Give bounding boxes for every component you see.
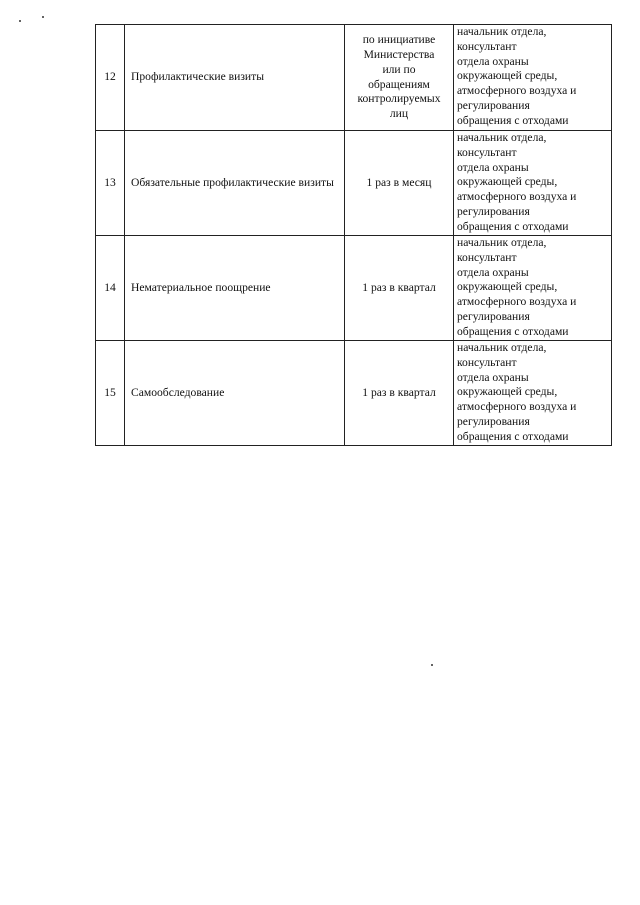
table-row (96, 131, 612, 236)
responsible-line: регулирования (457, 204, 530, 218)
frequency-line: контролируемых (357, 92, 441, 106)
table-row (96, 25, 612, 131)
frequency-line: лиц (389, 107, 409, 121)
responsible-line: начальник отдела, (457, 25, 547, 38)
row-number: 15 (96, 341, 125, 446)
responsible-line: окружающей среды, (457, 385, 558, 399)
responsible-line: окружающей среды, (457, 175, 558, 189)
responsible-line: отдела охраны (457, 370, 529, 384)
responsible-line: отдела охраны (457, 54, 529, 68)
responsible-line: регулирования (457, 98, 530, 112)
responsible-line: отдела охраны (457, 265, 529, 279)
responsible-line: обращения с отходами (457, 429, 569, 443)
responsible-line: регулирования (457, 309, 530, 323)
measure-frequency (345, 341, 454, 446)
measures-table (95, 24, 612, 446)
scan-speck (431, 664, 433, 666)
responsible-line: регулирования (457, 414, 530, 428)
responsible-line: консультант (457, 39, 517, 53)
responsible-line: атмосферного воздуха и (457, 84, 577, 98)
frequency-line: Министерства (363, 47, 435, 61)
table-row (96, 236, 612, 341)
responsible-line: атмосферного воздуха и (457, 400, 577, 414)
responsible-line: отдела охраны (457, 160, 529, 174)
measure-frequency (345, 25, 454, 131)
responsible-line: консультант (457, 145, 517, 159)
responsible-line: консультант (457, 250, 517, 264)
responsible-line: атмосферного воздуха и (457, 295, 577, 309)
responsible-persons (454, 131, 612, 236)
responsible-line: начальник отдела, (457, 341, 547, 354)
responsible-line: обращения с отходами (457, 324, 569, 338)
responsible-line: окружающей среды, (457, 69, 558, 83)
row-number: 14 (96, 236, 125, 341)
measure-name: Нематериальное поощрение (125, 236, 345, 341)
measure-name: Обязательные профилактические визиты (125, 131, 345, 236)
responsible-line: окружающей среды, (457, 280, 558, 294)
frequency-line: обращениям (368, 77, 430, 91)
responsible-line: начальник отдела, (457, 131, 547, 144)
frequency-line: по инициативе (362, 33, 436, 47)
responsible-persons (454, 341, 612, 446)
frequency-line: или по (382, 62, 416, 76)
responsible-line: обращения с отходами (457, 219, 569, 233)
responsible-line: атмосферного воздуха и (457, 190, 577, 204)
frequency-line: 1 раз в месяц (366, 175, 432, 189)
table-row (96, 341, 612, 446)
measure-name: Профилактические визиты (125, 25, 345, 131)
row-number: 13 (96, 131, 125, 236)
frequency-line: 1 раз в квартал (362, 385, 436, 399)
responsible-persons (454, 236, 612, 341)
responsible-persons (454, 25, 612, 131)
measure-name: Самообследование (125, 341, 345, 446)
scan-speck (19, 20, 21, 22)
measure-frequency (345, 236, 454, 341)
responsible-line: консультант (457, 355, 517, 369)
responsible-line: обращения с отходами (457, 113, 569, 127)
responsible-line: начальник отдела, (457, 236, 547, 249)
measure-frequency (345, 131, 454, 236)
row-number: 12 (96, 25, 125, 131)
frequency-line: 1 раз в квартал (362, 280, 436, 294)
scan-speck (42, 16, 44, 18)
